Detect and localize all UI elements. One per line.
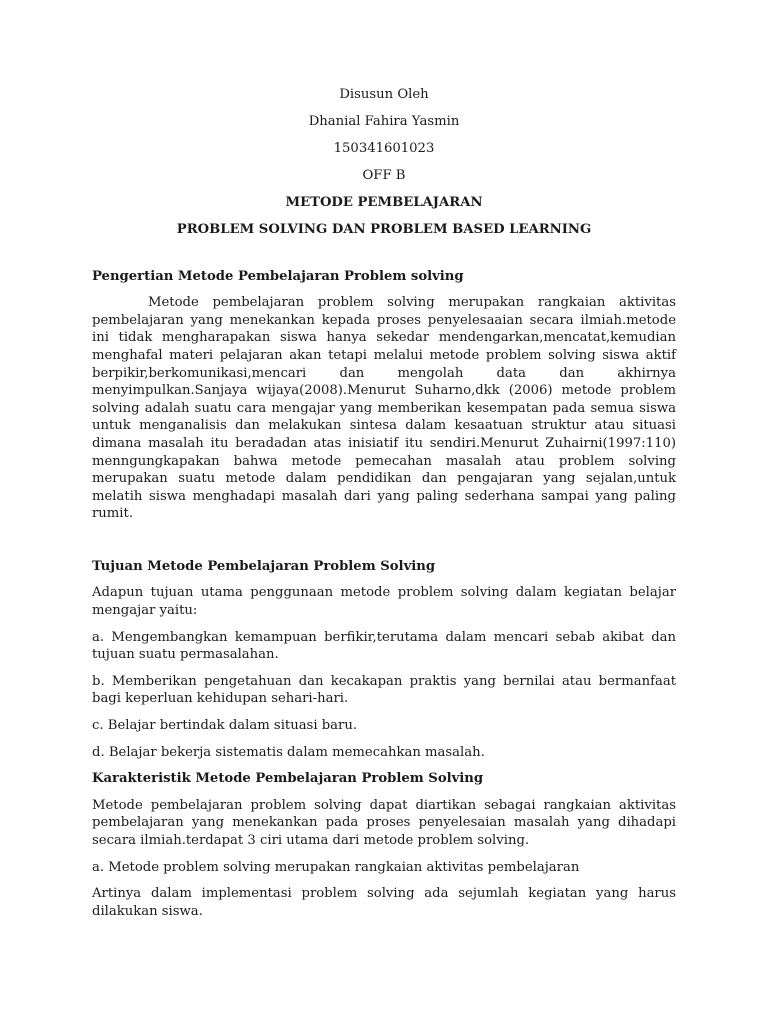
document-title-1: METODE PEMBELAJARAN: [285, 195, 483, 211]
list-item-tujuan-c: c. Belajar bertindak dalam situasi baru.: [92, 718, 358, 734]
heading-karakteristik: Karakteristik Metode Pembelajaran Problem Solving: [92, 771, 484, 787]
compiled-by-label: Disusun Oleh: [339, 87, 429, 102]
spacer: [92, 249, 676, 268]
author-name: Dhanial Fahira Yasmin: [308, 114, 460, 130]
paragraph-karakteristik-intro: Metode pembelajaran problem solving dapat diartikan sebagai rangkaian aktivitas pembelajaran yang menekankan pada proses penyelesaian masalah yang dihadapi secara ilmiah.terdapat 3 ciri utama dari metode problem solving.: [92, 797, 676, 848]
spacer: [92, 532, 676, 558]
list-item-tujuan-a: a. Mengembangkan kemampuan berfikir,terutama dalam mencari sebab akibat dan tujuan suatu permasalahan.: [92, 629, 676, 663]
list-item-karakteristik-a: a. Metode problem solving merupakan rangkaian aktivitas pembelajaran: [92, 859, 580, 875]
list-item-tujuan-d: d. Belajar bekerja sistematis dalam memecahkan masalah.: [92, 744, 485, 760]
document-page: [92, 86, 676, 929]
list-item-tujuan-b: b. Memberikan pengetahuan dan kecakapan praktis yang bernilai atau bermanfaat bagi keperluan kehidupan sehari-hari.: [92, 673, 676, 707]
paragraph-karakteristik-a-explain: Artinya dalam implementasi problem solving ada sejumlah kegiatan yang harus dilakukan siswa.: [92, 886, 676, 919]
student-id: 150341601023: [333, 141, 435, 157]
paragraph-tujuan-intro: Adapun tujuan utama penggunaan metode problem solving dalam kegiatan belajar mengajar yaitu:: [92, 585, 676, 619]
heading-tujuan: Tujuan Metode Pembelajaran Problem Solving: [92, 558, 436, 574]
paragraph-pengertian: Metode pembelajaran problem solving merupakan rangkaian aktivitas pembelajaran yang menekankan kepada proses penyelesaaian secara ilmiah.metode ini tidak mengharapakan siswa hanya sekedar mendengarkan,mencatat,kemudian menghafal materi pelajaran akan tetapi melalui metode problem solving siswa aktif berpikir,berkomunikasi,mencari dan mengolah data dan akhirnya menyimpulkan.Sanjaya wijaya(2008).Menurut Suharno,dkk (2006) metode problem solving adalah suatu cara mengajar yang memberikan kesempatan pada semua siswa untuk menganalisis dan melakukan sintesa dalam kesaatuan struktur atau situasi dimana masalah itu beradadan atas inisiatif itu sendiri.Menurut Zuhairni(1997:110) menngungkapakan bahwa metode pemecahan masalah atau problem solving merupakan suatu metode dalam pendidikan dan pengajaran yang sejalan,untuk melatih siswa menghadapi masalah dari yang paling sederhana sampai yang paling rumit.: [92, 295, 676, 522]
document-title-2: PROBLEM SOLVING DAN PROBLEM BASED LEARNING: [176, 222, 592, 238]
class-label: OFF B: [362, 168, 406, 184]
heading-pengertian: Pengertian Metode Pembelajaran Problem solving: [92, 268, 464, 284]
